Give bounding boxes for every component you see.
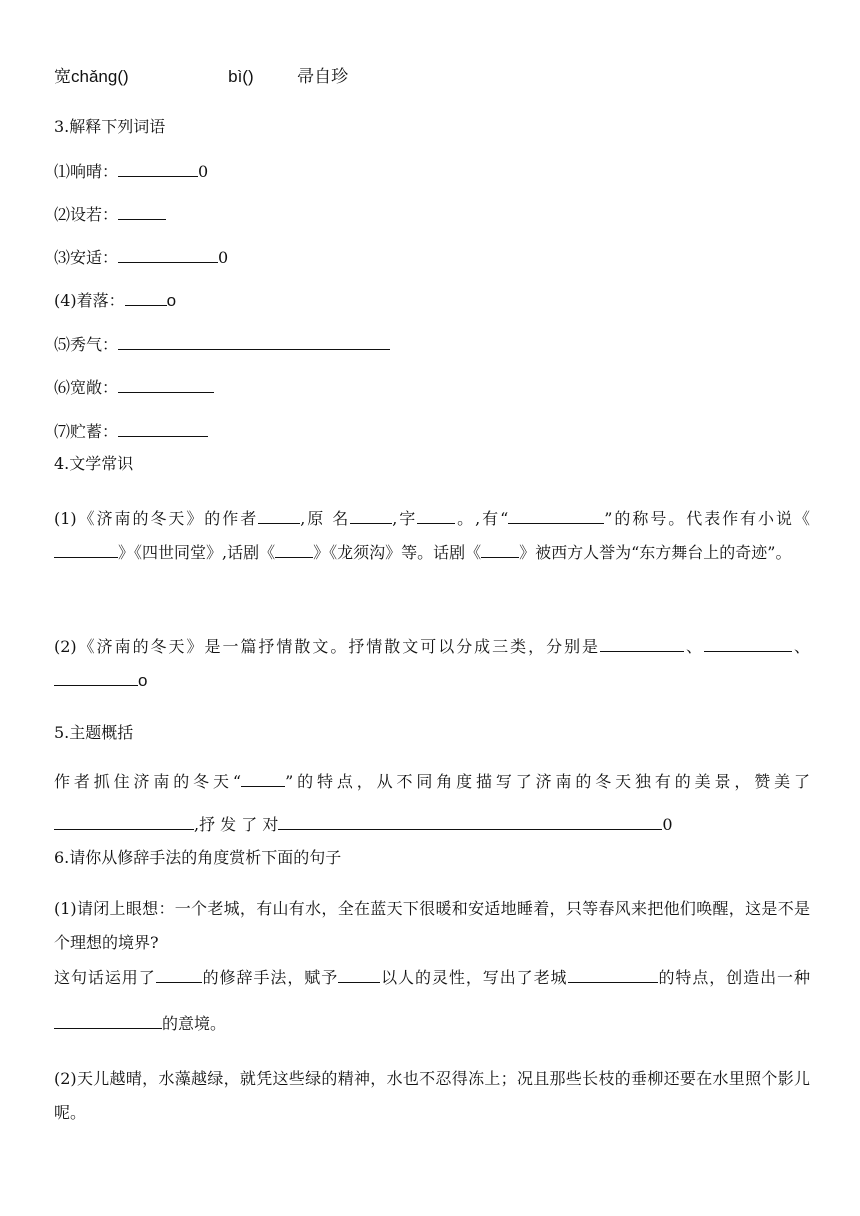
q3-title: 3.解释下列词语 [54,117,166,136]
answer-blank[interactable] [118,333,390,350]
q4-p1-text-a: (1)《济南的冬天》的作者 [54,509,259,528]
answer-blank[interactable] [704,635,792,652]
q3-item-4 [54,289,176,312]
answer-blank[interactable] [118,203,166,220]
answer-blank[interactable] [600,635,684,652]
answer-blank[interactable] [118,246,218,263]
answer-blank[interactable] [350,507,392,524]
q4-paragraph-1 [54,502,810,570]
q3-item-label: ⑹宽敞： [54,378,119,397]
q3-item-label: ⑺贮蓄： [54,422,119,441]
q3-item-label: ⑵设若： [54,205,119,224]
q6-ans-text-d: 的特点，创造出一种 [657,968,810,987]
q4-p1-text-g: 》《龙须沟》等。话剧《 [313,543,482,562]
pinyin-item-3: 帚自珍 [297,67,349,86]
q6-ans-text-e: 的意境。 [162,1014,227,1033]
q4-p1-text-f: 》《四世同堂》,话剧《 [118,543,276,562]
q3-item-6 [54,376,214,399]
answer-blank[interactable] [118,160,198,177]
answer-blank[interactable] [156,966,202,983]
q5-text-c: ,抒 发 了 对 [194,815,279,834]
q6-ans-text-a: 这句话运用了 [54,968,156,987]
answer-blank[interactable] [508,507,604,524]
q5-text-a: 作者抓住济南的冬天“ [54,772,242,791]
q5-text-d: 0 [662,815,673,834]
q6-ans-text-b: 的修辞手法，赋予 [201,968,339,987]
answer-blank[interactable] [417,507,455,524]
q6-sentence-2: (2)天儿越晴，水藻越绿，就凭这些绿的精神，水也不忍得冻上；况且那些长枝的垂柳还要在水里照个影儿呢。 [54,1069,810,1122]
q4-p1-text-e: ”的称号。代表作有小说《 [604,509,810,528]
q4-p2-separator: 、 [684,637,704,656]
q6-answer [54,955,810,1047]
answer-blank[interactable] [258,507,300,524]
q5-paragraph [54,760,810,846]
q5-text-b: ”的特点，从不同角度描写了济南的冬天独有的美景，赞美了 [285,772,810,791]
q3-item-1 [54,160,208,183]
pinyin-row [54,66,348,88]
answer-blank[interactable] [278,813,662,830]
q4-p1-text-h: 》被西方人誉为“东方舞台上的奇迹”。 [519,543,792,562]
answer-blank[interactable] [118,420,208,437]
q3-item-5 [54,333,390,356]
answer-blank[interactable] [54,669,138,686]
q3-item-label: (4)着落： [54,291,125,310]
answer-blank[interactable] [54,813,194,830]
q4-p2-separator: 、 [792,637,810,656]
q3-item-label: ⑴响晴： [54,162,119,181]
q3-item-label: ⑸秀气： [54,335,119,354]
q4-p1-text-d: 。,有“ [455,509,509,528]
q4-paragraph-2 [54,630,810,698]
answer-blank[interactable] [54,1012,162,1029]
pinyin-item-1: 宽chǎng() [54,67,129,86]
answer-blank[interactable] [481,541,519,558]
q3-item-suffix: o [166,291,177,310]
answer-blank[interactable] [241,770,285,787]
answer-blank[interactable] [568,966,658,983]
q4-title: 4.文学常识 [54,454,134,473]
answer-blank[interactable] [338,966,380,983]
q6-ans-text-c: 以人的灵性，写出了老城 [380,968,568,987]
q4-p2-end: o [138,671,148,690]
answer-blank[interactable] [275,541,313,558]
answer-blank[interactable] [54,541,118,558]
q4-p1-text-c: ,字 [392,509,418,528]
q5-title: 5.主题概括 [54,723,134,742]
q3-item-3 [54,246,228,269]
q3-item-suffix: 0 [218,248,229,267]
q3-item-2 [54,203,166,226]
q3-item-label: ⑶安适： [54,248,119,267]
answer-blank[interactable] [125,289,167,306]
q4-p1-text-b: ,原 名 [300,509,351,528]
answer-blank[interactable] [118,376,214,393]
q6-sentence-1: (1)请闭上眼想：一个老城，有山有水，全在蓝天下很暖和安适地睡着，只等春风来把他们唤醒，这是不是个理想的境界? [54,899,810,952]
q3-item-suffix: 0 [198,162,209,181]
pinyin-item-2: bì() [228,67,254,86]
q4-p2-text-a: (2)《济南的冬天》是一篇抒情散文。抒情散文可以分成三类，分别是 [54,637,601,656]
q6-title: 6.请你从修辞手法的角度赏析下面的句子 [54,848,342,867]
q3-item-7 [54,420,208,443]
